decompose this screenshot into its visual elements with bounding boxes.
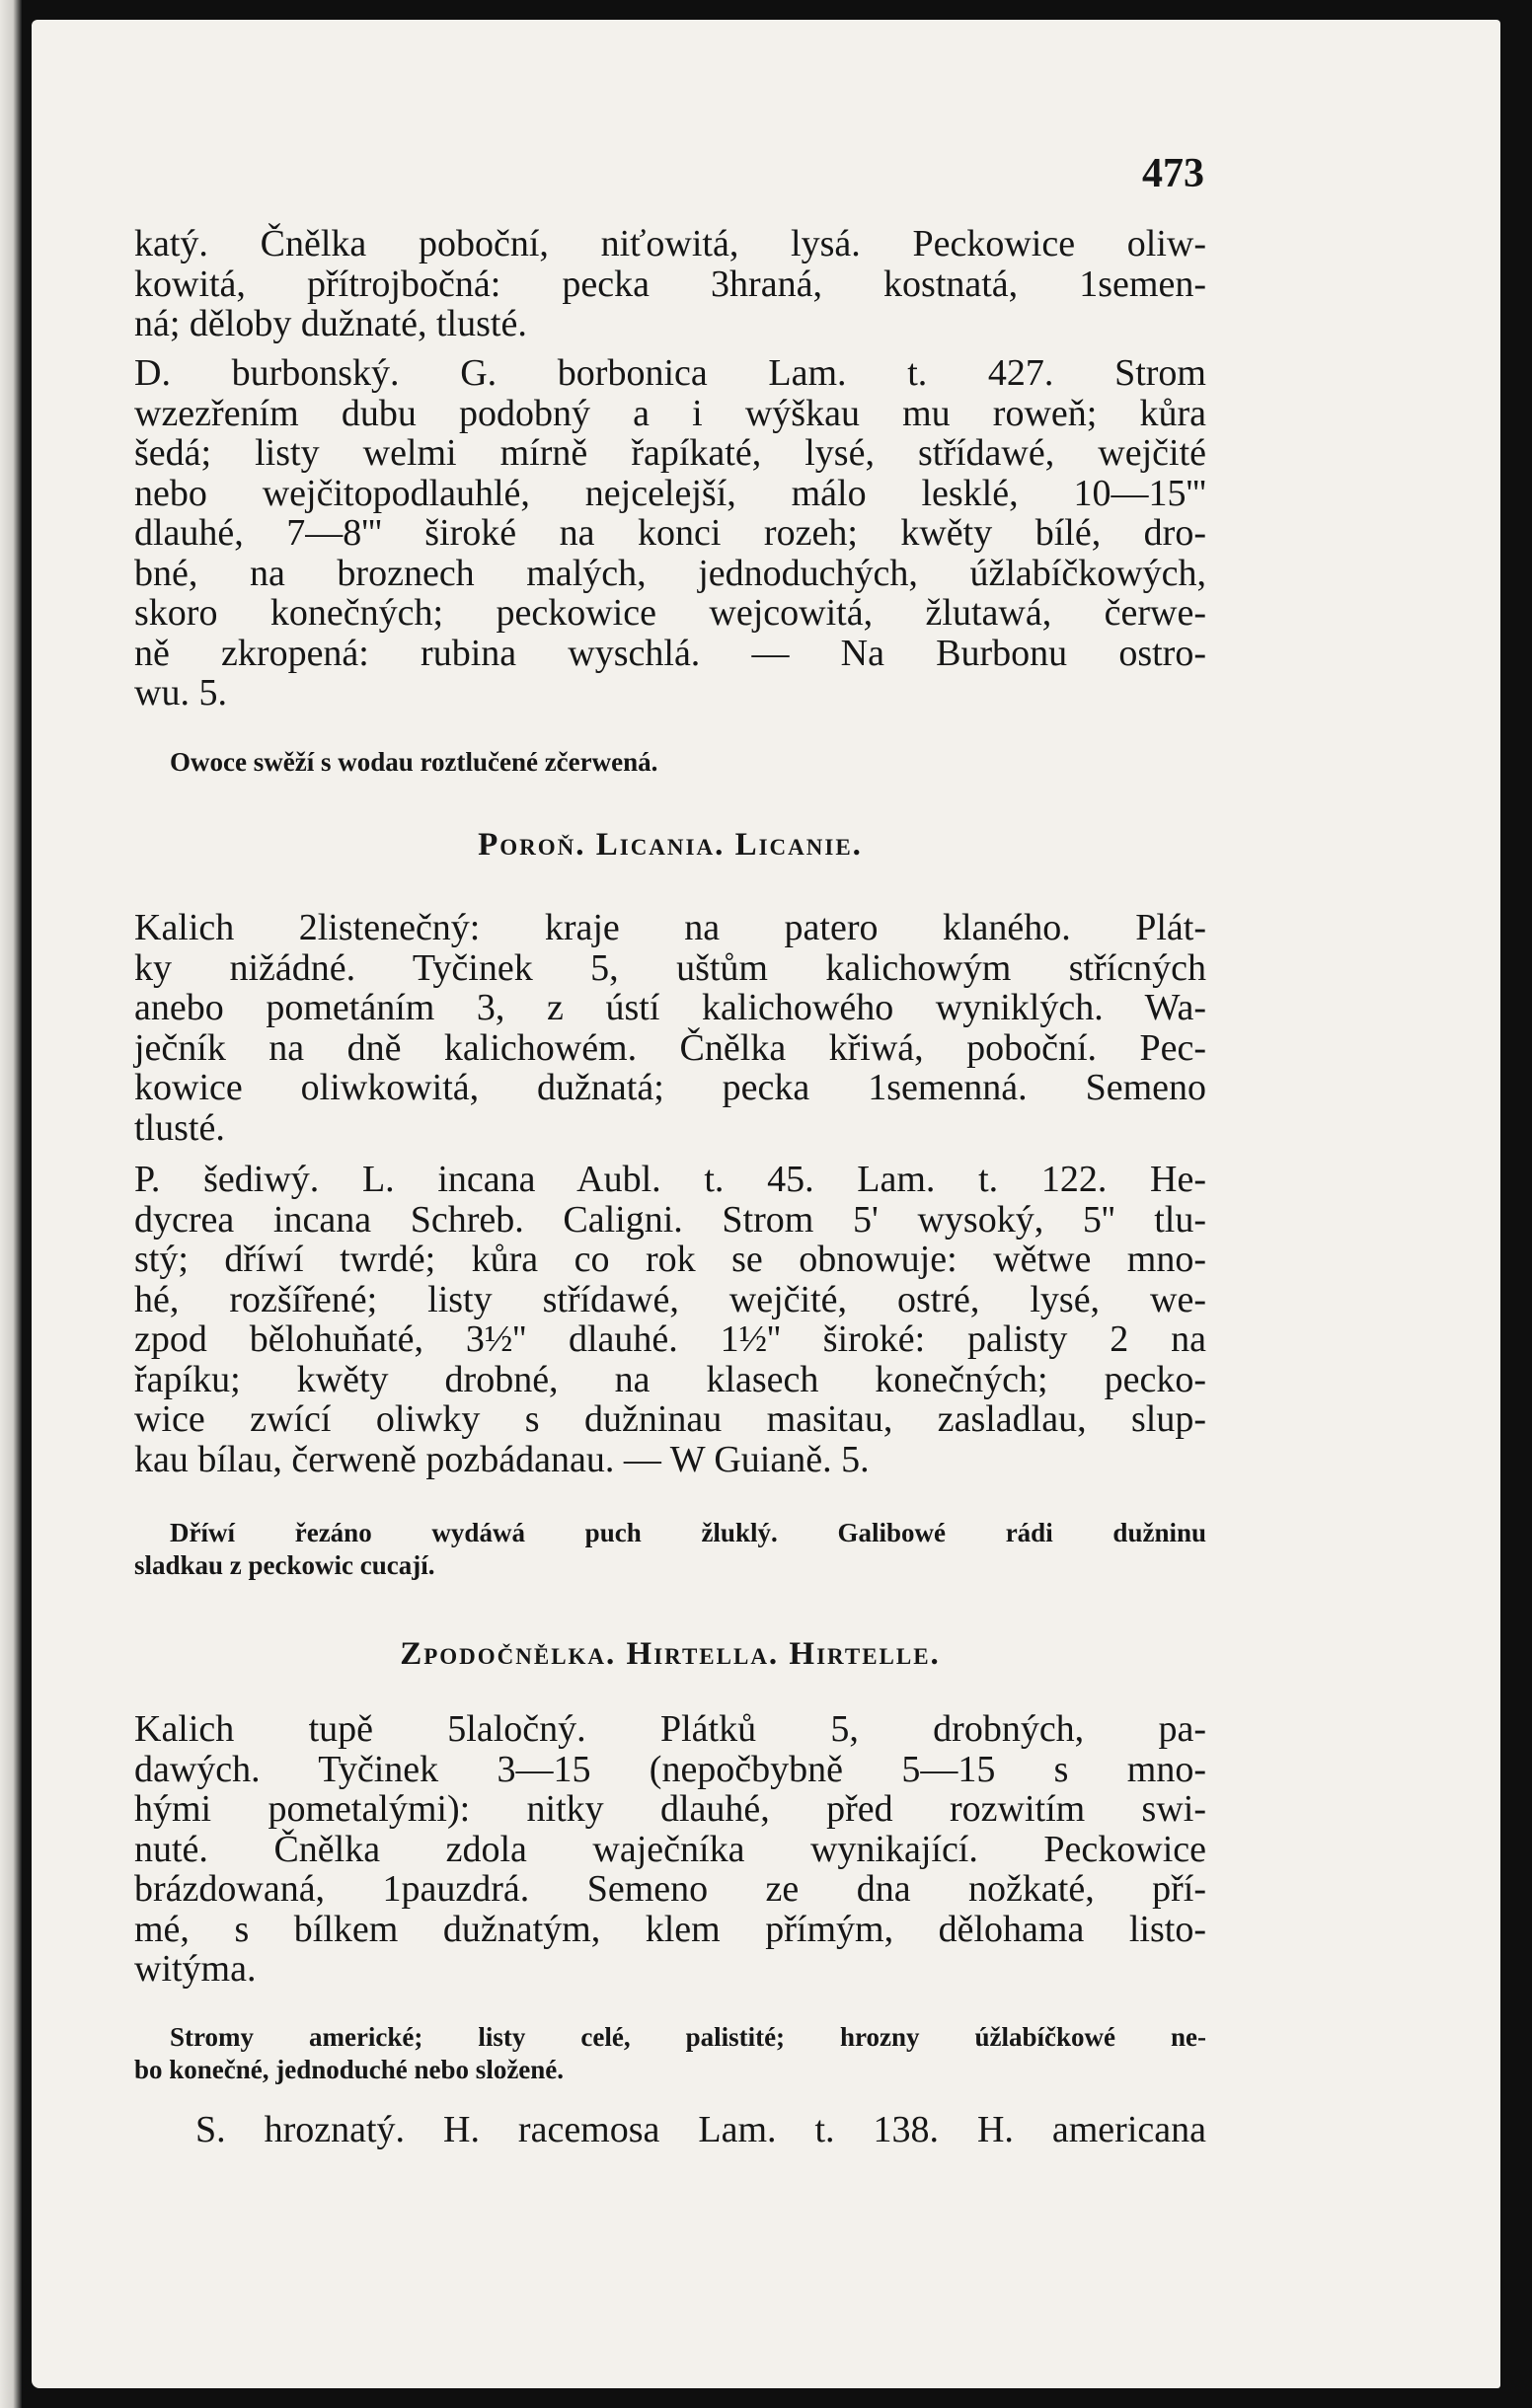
text-line: hé, rozšířené; listy střídawé, wejčité, ostré, lysé, we- bbox=[134, 1278, 1206, 1320]
text-line: dawých. Tyčinek 3—15 (nepočbybně 5—15 s mno- bbox=[134, 1748, 1206, 1790]
text-line: mé, s bílkem dužnatým, klem přímým, dělohama listo- bbox=[134, 1908, 1206, 1950]
paragraph-hirtella-description bbox=[134, 1709, 1206, 1990]
section-heading-licania: Poroň. Licania. Licanie. bbox=[478, 827, 863, 863]
text-line: ně zkropená: rubina wyschlá. — Na Burbonu ostro- bbox=[134, 632, 1206, 674]
note-line: Dříwí řezáno wydáwá puch žluklý. Galibowé rádi dužninu bbox=[170, 1518, 1206, 1547]
text-line: dycrea incana Schreb. Caligni. Strom 5' wysoký, 5'' tlu- bbox=[134, 1198, 1206, 1241]
text-line: D. burbonský. G. borbonica Lam. t. 427. Strom bbox=[134, 352, 1206, 394]
note-line: Owoce swěží s wodau roztlučené zčerwená. bbox=[170, 747, 658, 777]
note-line: Stromy americké; listy celé, palistité; hrozny úžlabíčkowé ne- bbox=[170, 2022, 1206, 2052]
text-line: skoro konečných; peckowice wejcowitá, žlutawá, čerwe- bbox=[134, 592, 1206, 634]
text-line: wice zwící oliwky s dužninau masitau, zasladlau, slup- bbox=[134, 1398, 1206, 1440]
note-line: sladkau z peckowic cucají. bbox=[134, 1550, 435, 1580]
text-line: ky nižádné. Tyčinek 5, uštům kalichowým střícných bbox=[134, 946, 1206, 989]
section-heading-hirtella: Zpodočnělka. Hirtella. Hirtelle. bbox=[400, 1636, 941, 1672]
note-line: bo konečné, jednoduché nebo složené. bbox=[134, 2055, 565, 2084]
text-line: hými pometalými): nitky dlauhé, před rozwitím swi- bbox=[134, 1788, 1206, 1830]
text-line: nuté. Čnělka zdola waječníka wynikající. Peckowice bbox=[134, 1828, 1206, 1870]
text-line: katý. Čnělka poboční, niťowitá, lysá. Peckowice oliw- bbox=[134, 223, 1206, 264]
binding-edge bbox=[0, 0, 22, 2408]
text-line: wu. 5. bbox=[134, 672, 227, 714]
text-line: šedá; listy welmi mírně řapíkaté, lysé, střídawé, wejčité bbox=[134, 432, 1206, 474]
paragraph-licania-description bbox=[134, 908, 1206, 1148]
text-line: zpod bělohuňaté, 3½'' dlauhé. 1½'' široké: palisty 2 na bbox=[134, 1318, 1206, 1360]
text-line: kowice oliwkowitá, dužnatá; pecka 1semenná. Semeno bbox=[134, 1067, 1206, 1108]
text-line: dlauhé, 7—8''' široké na konci rozeh; kwěty bílé, dro- bbox=[134, 512, 1206, 554]
note-stromy bbox=[134, 2021, 1206, 2086]
text-line: ná; děloby dužnaté, tlusté. bbox=[134, 303, 527, 344]
text-line: bné, na broznech malých, jednoduchých, úžlabíčkowých, bbox=[134, 552, 1206, 594]
text-line: anebo pometáním 3, z ústí kalichowého wyniklých. Wa- bbox=[134, 987, 1206, 1028]
text-line: řapíku; kwěty drobné, na klasech konečných; pecko- bbox=[134, 1358, 1206, 1400]
text-line: S. hroznatý. H. racemosa Lam. t. 138. H. americana bbox=[195, 2109, 1206, 2150]
paragraph-hroznaty bbox=[195, 2110, 1206, 2150]
paragraph-sediwy bbox=[134, 1160, 1206, 1479]
page-number: 473 bbox=[1142, 151, 1204, 196]
paragraph-burbonsky bbox=[134, 353, 1206, 714]
text-line: nebo wejčitopodlauhlé, nejcelejší, málo lesklé, 10—15''' bbox=[134, 472, 1206, 514]
text-line: wzezřením dubu podobný a i wýškau mu roweň; kůra bbox=[134, 392, 1206, 434]
text-line: Kalich tupě 5laločný. Plátků 5, drobných, pa- bbox=[134, 1708, 1206, 1750]
text-line: tlusté. bbox=[134, 1106, 225, 1149]
text-line: Kalich 2listenečný: kraje na patero klaného. Plát- bbox=[134, 907, 1206, 948]
paragraph-intro bbox=[134, 224, 1206, 344]
text-line: P. šediwý. L. incana Aubl. t. 45. Lam. t. 122. He- bbox=[134, 1159, 1206, 1200]
text-line: brázdowaná, 1pauzdrá. Semeno ze dna nožkaté, pří- bbox=[134, 1868, 1206, 1910]
text-line: kau bílau, čerweně pozbádanau. — W Guianě. 5. bbox=[134, 1438, 870, 1480]
book-page bbox=[32, 20, 1500, 2388]
note-owoce bbox=[170, 746, 1206, 779]
note-driwi bbox=[134, 1517, 1206, 1582]
text-line: stý; dříwí twrdé; kůra co rok se obnowuje: wětwe mno- bbox=[134, 1239, 1206, 1280]
text-line: ječník na dně kalichowém. Čnělka křiwá, poboční. Pec- bbox=[134, 1026, 1206, 1069]
text-line: kowitá, přítrojbočná: pecka 3hraná, kostnatá, 1semen- bbox=[134, 263, 1206, 305]
text-line: witýma. bbox=[134, 1948, 257, 1990]
